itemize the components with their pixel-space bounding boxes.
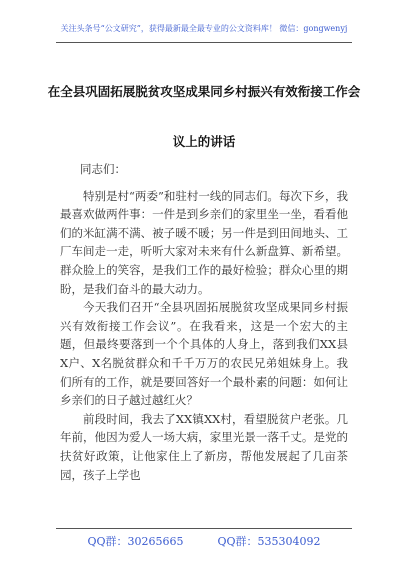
page-header-notice: 关注头条号“公文研究”，获得最新最全最专业的公文资料库！ 微信：gongwenyj: [56, 18, 352, 43]
salutation: 同志们：: [80, 162, 126, 176]
footer-qq-group-1: QQ群：30265665: [87, 535, 184, 548]
document-title-line-1: 在全县巩固拓展脱贫攻坚成果同乡村振兴有效衔接工作会: [47, 84, 361, 99]
document-body: [60, 160, 348, 484]
paragraph: 前段时间，我去了XX镇XX村，看望脱贫户老张。几年前，他因为爱人一场大病，家里光景一落千丈。是党的扶贫好政策，让他家住上了新房，帮他发展起了几亩茶园，孩子上学也: [60, 411, 348, 482]
paragraph: 今天我们召开“全县巩固拓展脱贫攻坚成果同乡村振兴有效衔接工作会议”。在我看来，这是一个宏大的主题，但最终要落到一个个具体的人身上，落到我们XX县X户、X名脱贫群众和千千万万的农民兄弟姐妹身上。我们所有的工作，就是要回答好一个最朴素的问题：如何让乡亲们的日子越过越红火？: [60, 300, 348, 408]
paragraph: 特别是村“两委”和驻村一线的同志们。每次下乡，我最喜欢做两件事：一件是到乡亲们的家里坐一坐，看看他们的米缸满不满、被子暖不暖；另一件是到田间地头、工厂车间走一走，听听大家对未来有什么新盘算、新希望。群众脸上的笑容，是我们工作的最好检验；群众心里的期盼，是我们奋斗的最大动力。: [60, 188, 348, 296]
document-title-line-2: 议上的讲话: [172, 134, 236, 149]
page-footer: [56, 528, 352, 549]
footer-qq-group-2: QQ群：535304092: [217, 535, 321, 548]
